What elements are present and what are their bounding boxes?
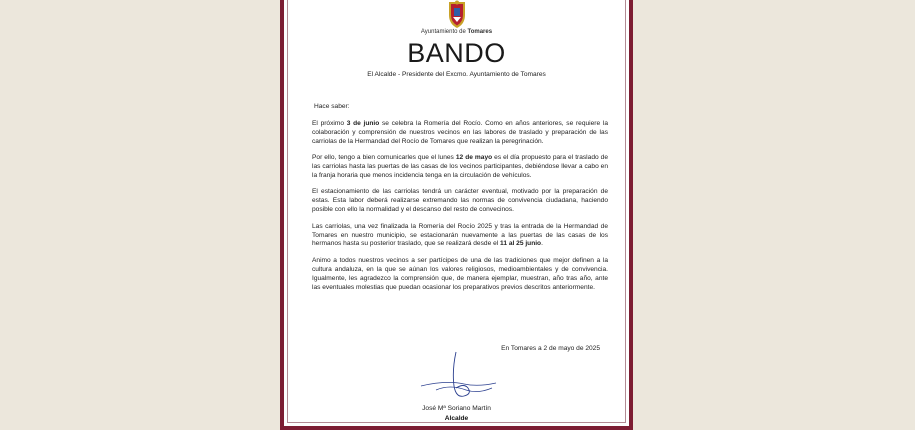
paragraph-2: Por ello, tengo a bien comunicarles que el lunes 12 de mayo es el día propuesto para el traslado de las carriolas hasta las puertas de las casas de los vecinos participantes, debiéndose llevar a cabo en la franja horaria que menos incidencia tenga en la circulación de vehículos. xyxy=(312,154,608,179)
document-page xyxy=(280,0,633,430)
paragraph-4: Las carriolas, una vez finalizada la Romería del Rocío 2025 y tras la entrada de la Hermandad de Tomares en nuestro municipio, se estacionarán nuevamente a las puertas de las casas de los hermanos hasta su posterior traslado, que se realizará desde el 11 al 25 junio. xyxy=(312,222,608,248)
greeting: Hace saber: xyxy=(314,103,350,110)
signer-role: Alcalde xyxy=(444,415,469,422)
signature xyxy=(416,350,506,402)
paragraph-1: El próximo 3 de junio se celebra la Romería del Rocío. Como en años anteriores, se requiere la colaboración y comprensión de nuestros vecinos en las labores de traslado y preparación de las carriolas de la Hermandad del Rocío de Tomares que realizan la peregrinación. xyxy=(312,119,608,145)
document-body xyxy=(312,103,608,300)
signer-name: José Mª Soriano Martín xyxy=(422,405,491,412)
document-title: BANDO xyxy=(407,38,506,68)
coat-of-arms-icon xyxy=(444,0,470,30)
organization-name: Ayuntamiento de Tomares xyxy=(420,29,493,35)
document-subtitle: El Alcalde - Presidente del Excmo. Ayuntamiento de Tomares xyxy=(367,71,546,78)
paragraph-3: El estacionamiento de las carriolas tendrá un carácter eventual, motivado por la preparación de estas. Esta labor deberá realizarse extremando las normas de convivencia ciudadana, haciendo posible con ello la normalidad y el descanso del resto de convecinos. xyxy=(312,188,608,214)
date-line: En Tomares a 2 de mayo de 2025 xyxy=(501,345,600,352)
paragraph-5: Animo a todos nuestros vecinos a ser partícipes de una de las tradiciones que mejor definen a la cultura andaluza, en la que se aúnan los valores religiosos, medioambientales y de convivencia. Igualmente, les agradezco la comprensión que, de manera ejemplar, muestran, año tras año, ante las eventuales molestias que puedan ocasionar los preparativos previos descritos anteriormente. xyxy=(312,256,608,291)
